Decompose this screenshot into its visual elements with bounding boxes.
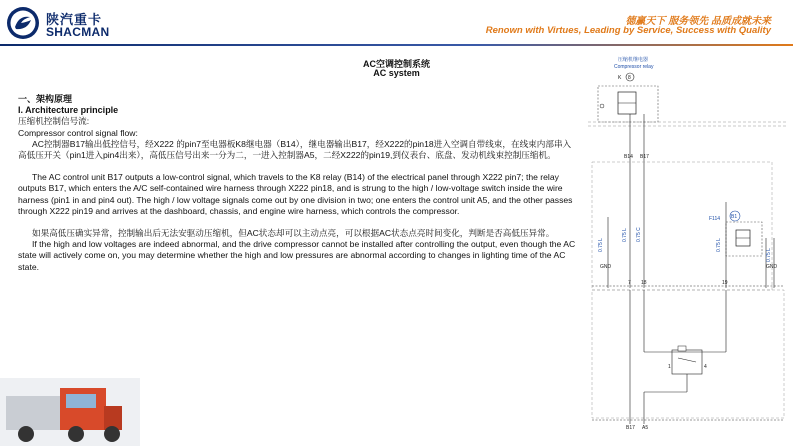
relay-box: [598, 86, 658, 122]
brand-name-en: SHACMAN: [46, 25, 110, 39]
section-heading-cn: 一、架构原理: [18, 94, 73, 104]
shacman-logo-icon: [6, 6, 40, 40]
paragraph-2-cn: 如果高低压确实异常，控制输出后无法安驱动压缩机，但AC状态却可以主动点亮，可以根据AC状态点亮时间变化，判断是否高低压异常。: [32, 228, 555, 239]
signal-flow-label-en: Compressor control signal flow:: [18, 127, 138, 138]
wire-left-gauge: 0.75 L: [598, 238, 604, 252]
relay-label-cn: 压缩机继电器: [618, 57, 649, 63]
pin-19-label: 19: [722, 280, 728, 286]
paragraph-1-cn: AC控制器B17输出低控信号，经X222 的pin7至电器板K8继电器（B14），继电器输出B17，经X222的pin18进入空调自带线束，在线束内部串入高低压开关（pin1进入pin4出来），高低压信号出来一分为二，一进入控制器A5，二经X222的pin19,到仪表台、底盘、发动机线束控制压缩机。: [18, 138, 572, 161]
wire-b14-label: B14: [624, 154, 633, 160]
bottom-a5-label: A5: [642, 425, 649, 431]
wire-right1-gauge: 0.75 L: [766, 248, 772, 262]
harness-box-upper: [592, 162, 772, 290]
b1-label: B1: [731, 214, 738, 220]
header-divider: [0, 44, 793, 46]
wire-b17-label: B17: [640, 154, 649, 160]
pressure-switch-box: [672, 350, 702, 374]
page-title-en: AC system: [373, 68, 420, 78]
paragraph-1-en: The AC control unit B17 outputs a low-control signal, which travels to the K8 relay (B14) of the electrical panel through X222 pin7; the relay outputs B17, which enters the A/C self-contained wire harness through X222 pin18, and is strung to the high / low-voltage switch inside the wire harness (pin1 in and pin4 out). The high / low voltage signals come out by one division in two; one enters the control unit A5, and the other passes through X222 pin19 and arrives at the dashboard, chassis, and engine wire harness, which controls the compressor.: [18, 172, 573, 216]
harness-box-lower: [592, 290, 784, 418]
paragraph-2-en: If the high and low voltages are indeed abnormal, and the drive compressor cannot be installed after controlling the output, even though the AC state will actively come on, you may determine whether the high and low pressures are abnormal according to changes in lighting time of the AC state.: [18, 239, 576, 272]
bottom-b17-label: B17: [626, 425, 635, 431]
wire-mid1-gauge: 0.75 L: [622, 228, 628, 242]
main-text: [18, 94, 578, 273]
relay-k-label: K: [618, 75, 622, 81]
gnd-right-label: GND: [766, 264, 778, 270]
b1-relay-box: [726, 222, 762, 256]
pin-18-label: 18: [641, 280, 647, 286]
slogan-cn: 德赢天下 服务领先 品质成就未来: [625, 16, 771, 27]
relay-label-en: Compressor relay: [614, 64, 654, 70]
wiring-diagram: [588, 52, 788, 444]
slogan-en: Renown with Virtues, Leading by Service, Success with Quality: [485, 25, 771, 36]
page-header: [0, 0, 793, 46]
truck-image: [0, 378, 140, 446]
relay-terminal-icon: [600, 104, 604, 108]
switch-pin-1: 1: [668, 364, 671, 370]
wire-right2-gauge: 0.75 L: [716, 238, 722, 252]
signal-flow-label-cn: 压缩机控制信号流:: [18, 116, 90, 127]
gnd-left-label: GND: [600, 264, 612, 270]
pin-7-label: 7: [628, 280, 631, 286]
wire-mid2-gauge: 0.75 C: [636, 227, 642, 242]
relay-k-number: 8: [628, 75, 631, 81]
pressure-switch-icon: [678, 346, 686, 351]
switch-pin-4: 4: [704, 364, 707, 370]
brand-name-cn: 陕汽重卡: [46, 12, 103, 27]
section-heading-en: I. Architecture principle: [18, 105, 119, 116]
fuse-label: F114: [709, 216, 721, 222]
page-title-cn: AC空调控制系统: [363, 59, 430, 69]
